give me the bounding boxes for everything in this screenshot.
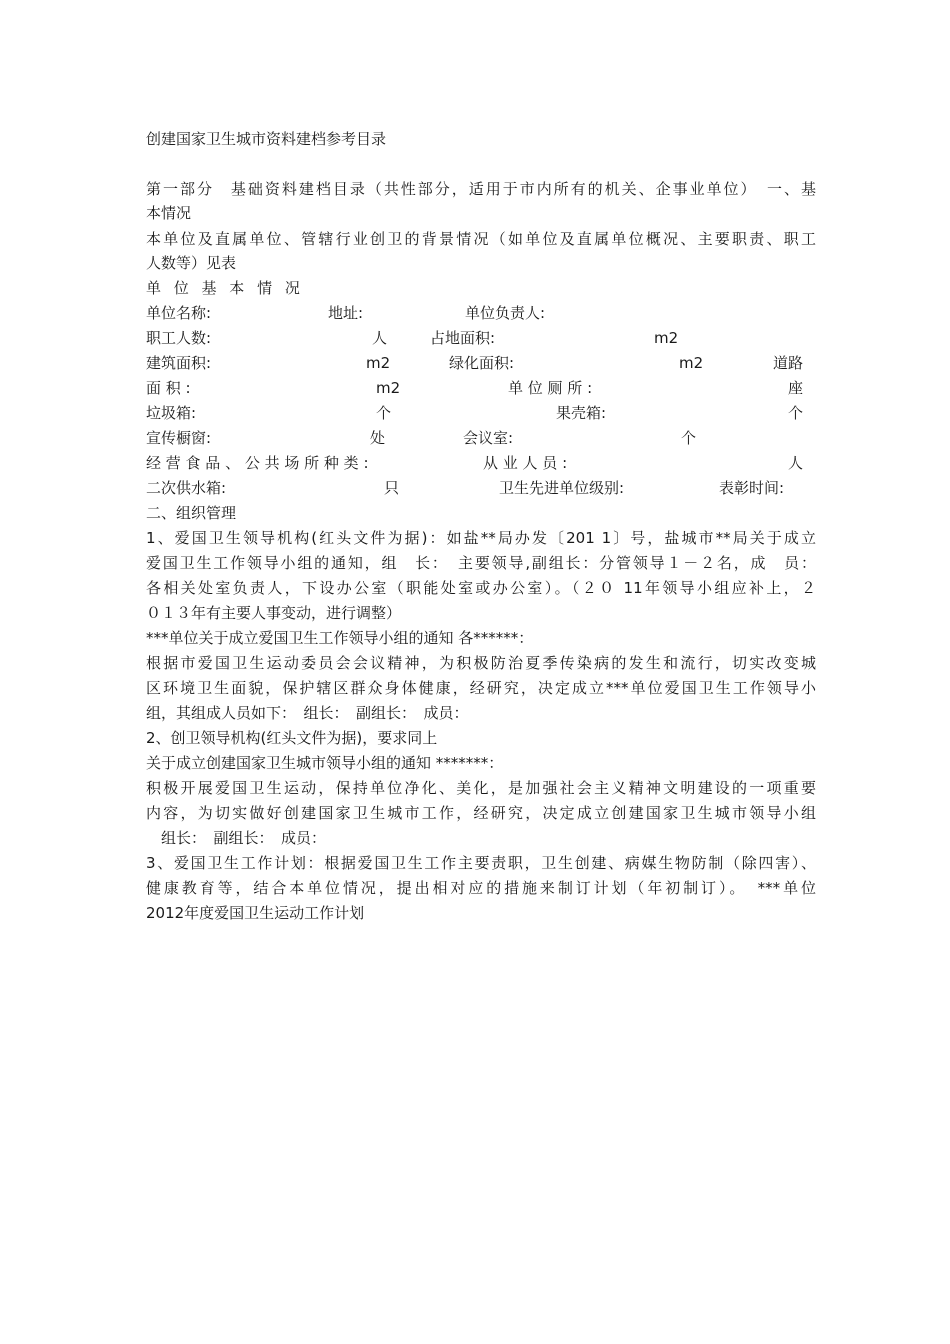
form-label: 会议室: xyxy=(463,429,514,447)
paragraph-line: 1、爱国卫生领导机构(红头文件为据)：如盐**局办发〔201 1〕号，盐城市**局关于成立 xyxy=(146,529,816,547)
form-label: 从 业 人 员 : xyxy=(483,454,568,472)
form-unit: 个 xyxy=(788,404,804,422)
form-unit: 座 xyxy=(788,379,804,397)
form-unit: 人 xyxy=(372,329,388,347)
form-label: 面 积 : xyxy=(146,379,191,397)
form-unit: m2 xyxy=(654,329,679,347)
form-label: 单位负责人: xyxy=(465,304,546,322)
form-label: 经 营 食 品 、 公 共 场 所 种 类 : xyxy=(146,454,369,472)
paragraph-line: 各相关处室负责人，下设办公室（职能处室或办公室）。（２０ 11年领导小组应补上，２ xyxy=(146,579,816,597)
form-label: 表彰时间: xyxy=(719,479,785,497)
form-label: 单 位 厕 所 : xyxy=(508,379,593,397)
paragraph-line: 区环境卫生面貌，保护辖区群众身体健康，经研究，决定成立***单位爱国卫生工作领导小 xyxy=(146,679,816,697)
form-unit: 个 xyxy=(376,404,392,422)
paragraph-line: 组，其组成人员如下： 组长： 副组长： 成员： xyxy=(146,704,469,722)
form-label: 二次供水箱: xyxy=(146,479,227,497)
paragraph-line: 关于成立创建国家卫生城市领导小组的通知 *******： xyxy=(146,754,504,772)
paragraph-line: 组长： 副组长： 成员： xyxy=(146,829,327,847)
form-label: 宣传橱窗: xyxy=(146,429,212,447)
section-heading: 二、组织管理 xyxy=(146,504,237,522)
form-unit: 个 xyxy=(681,429,697,447)
form-unit: m2 xyxy=(376,379,401,397)
form-label: 建筑面积: xyxy=(146,354,212,372)
intro-line: 第一部分 基础资料建档目录（共性部分，适用于市内所有的机关、企事业单位） 一、基 xyxy=(146,180,816,198)
form-label: 单位名称: xyxy=(146,304,212,322)
paragraph-line: 2012年度爱国卫生运动工作计划 xyxy=(146,904,365,922)
intro-line: 本单位及直属单位、管辖行业创卫的背景情况（如单位及直属单位概况、主要职责、职工 xyxy=(146,230,816,248)
form-unit: 只 xyxy=(384,479,400,497)
document-title: 创建国家卫生城市资料建档参考目录 xyxy=(146,130,387,148)
paragraph-line: ***单位关于成立爱国卫生工作领导小组的通知 各******： xyxy=(146,629,534,647)
paragraph-line: 根据市爱国卫生运动委员会会议精神，为积极防治夏季传染病的发生和流行，切实改变城 xyxy=(146,654,816,672)
form-label: 道路 xyxy=(773,354,804,372)
form-heading: 单 位 基 本 情 况 xyxy=(146,279,304,297)
form-label: 垃圾箱: xyxy=(146,404,197,422)
paragraph-line: 3、爱国卫生工作计划：根据爱国卫生工作主要责职，卫生创建、病媒生物防制（除四害）、 xyxy=(146,854,816,872)
paragraph-line: 积极开展爱国卫生运动，保持单位净化、美化，是加强社会主义精神文明建设的一项重要 xyxy=(146,779,816,797)
intro-line: 本情况 xyxy=(146,204,192,222)
form-label: 绿化面积: xyxy=(449,354,515,372)
paragraph-line: 内容，为切实做好创建国家卫生城市工作，经研究，决定成立创建国家卫生城市领导小组 xyxy=(146,804,816,822)
paragraph-line: 爱国卫生工作领导小组的通知，组 长： 主要领导,副组长：分管领导１－２名，成 员： xyxy=(146,554,816,572)
intro-line: 人数等）见表 xyxy=(146,254,237,272)
paragraph-line: 健康教育等，结合本单位情况，提出相对应的措施来制订计划（年初制订）。 ***单位 xyxy=(146,879,816,897)
form-label: 地址: xyxy=(328,304,364,322)
section-heading: 2、创卫领导机构(红头文件为据)，要求同上 xyxy=(146,729,438,747)
form-label: 占地面积: xyxy=(430,329,496,347)
form-unit: 人 xyxy=(788,454,804,472)
form-label: 职工人数: xyxy=(146,329,212,347)
form-label: 卫生先进单位级别: xyxy=(499,479,625,497)
form-unit: m2 xyxy=(366,354,391,372)
form-label: 果壳箱: xyxy=(556,404,607,422)
paragraph-line: ０１３年有主要人事变动，进行调整） xyxy=(146,604,402,622)
form-unit: 处 xyxy=(370,429,386,447)
form-unit: m2 xyxy=(679,354,704,372)
